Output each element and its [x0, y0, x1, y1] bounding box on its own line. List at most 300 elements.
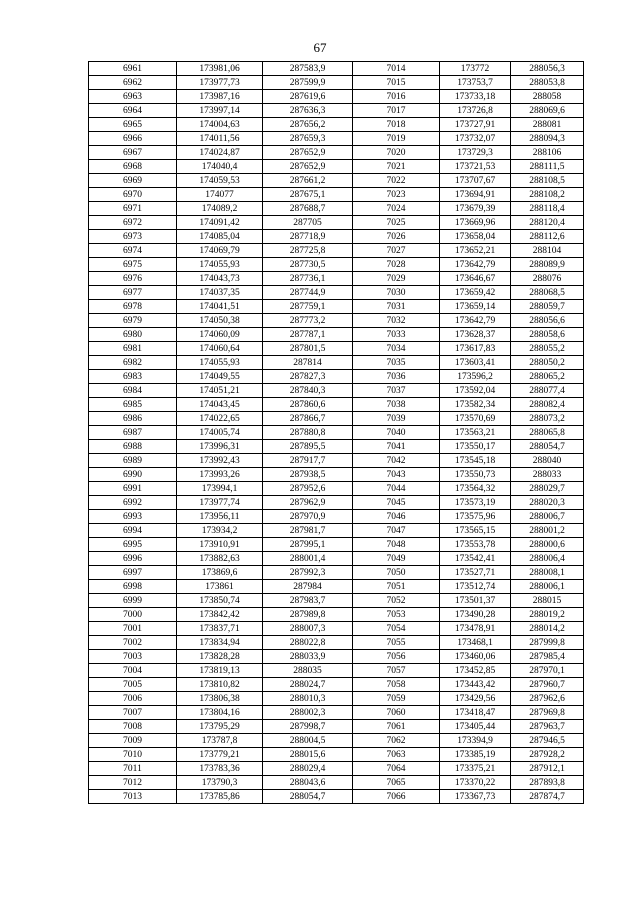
- y-coordinate-cell: 287989,8: [263, 608, 353, 622]
- y-coordinate-cell: 287895,5: [263, 440, 353, 454]
- point-number-cell: 6979: [89, 314, 177, 328]
- x-coordinate-cell: 174024,87: [177, 146, 263, 160]
- x-coordinate-cell: 174040,4: [177, 160, 263, 174]
- point-number-cell: 7054: [353, 622, 440, 636]
- point-number-cell: 7051: [353, 580, 440, 594]
- y-coordinate-cell: 288035: [263, 664, 353, 678]
- point-number-cell: 6991: [89, 482, 177, 496]
- x-coordinate-cell: 173429,56: [440, 692, 511, 706]
- x-coordinate-cell: 173779,21: [177, 748, 263, 762]
- point-number-cell: 6973: [89, 230, 177, 244]
- y-coordinate-cell: 287583,9: [263, 62, 353, 76]
- x-coordinate-cell: 173956,11: [177, 510, 263, 524]
- x-coordinate-cell: 173570,69: [440, 412, 511, 426]
- point-number-cell: 6995: [89, 538, 177, 552]
- table-row: [89, 356, 584, 370]
- x-coordinate-cell: 173370,22: [440, 776, 511, 790]
- point-number-cell: 7008: [89, 720, 177, 734]
- point-number-cell: 7028: [353, 258, 440, 272]
- point-number-cell: 6964: [89, 104, 177, 118]
- y-coordinate-cell: 287730,5: [263, 258, 353, 272]
- point-number-cell: 6999: [89, 594, 177, 608]
- table-row: [89, 314, 584, 328]
- table-row: [89, 160, 584, 174]
- y-coordinate-cell: 287992,3: [263, 566, 353, 580]
- y-coordinate-cell: 288058: [511, 90, 584, 104]
- table-row: [89, 496, 584, 510]
- x-coordinate-cell: 173992,43: [177, 454, 263, 468]
- point-number-cell: 7044: [353, 482, 440, 496]
- point-number-cell: 7047: [353, 524, 440, 538]
- y-coordinate-cell: 288014,2: [511, 622, 584, 636]
- x-coordinate-cell: 173565,15: [440, 524, 511, 538]
- x-coordinate-cell: 173828,28: [177, 650, 263, 664]
- point-number-cell: 7049: [353, 552, 440, 566]
- x-coordinate-cell: 173842,42: [177, 608, 263, 622]
- x-coordinate-cell: 173575,96: [440, 510, 511, 524]
- y-coordinate-cell: 287652,9: [263, 160, 353, 174]
- point-number-cell: 7001: [89, 622, 177, 636]
- point-number-cell: 6983: [89, 370, 177, 384]
- table-row: [89, 174, 584, 188]
- x-coordinate-cell: 173869,6: [177, 566, 263, 580]
- point-number-cell: 6993: [89, 510, 177, 524]
- y-coordinate-cell: 288104: [511, 244, 584, 258]
- y-coordinate-cell: 287952,6: [263, 482, 353, 496]
- x-coordinate-cell: 173721,53: [440, 160, 511, 174]
- y-coordinate-cell: 287981,7: [263, 524, 353, 538]
- table-row: [89, 524, 584, 538]
- point-number-cell: 7048: [353, 538, 440, 552]
- x-coordinate-cell: 173977,74: [177, 496, 263, 510]
- y-coordinate-cell: 288089,9: [511, 258, 584, 272]
- table-row: [89, 482, 584, 496]
- table-row: [89, 76, 584, 90]
- table-row: [89, 720, 584, 734]
- coordinates-table-body: [89, 62, 584, 804]
- x-coordinate-cell: 173977,73: [177, 76, 263, 90]
- table-row: [89, 552, 584, 566]
- point-number-cell: 6969: [89, 174, 177, 188]
- y-coordinate-cell: 288054,7: [263, 790, 353, 804]
- y-coordinate-cell: 288056,6: [511, 314, 584, 328]
- x-coordinate-cell: 173819,13: [177, 664, 263, 678]
- point-number-cell: 6978: [89, 300, 177, 314]
- y-coordinate-cell: 288015: [511, 594, 584, 608]
- x-coordinate-cell: 173603,41: [440, 356, 511, 370]
- x-coordinate-cell: 173375,21: [440, 762, 511, 776]
- x-coordinate-cell: 173772: [440, 62, 511, 76]
- table-row: [89, 398, 584, 412]
- y-coordinate-cell: 287827,3: [263, 370, 353, 384]
- point-number-cell: 6977: [89, 286, 177, 300]
- point-number-cell: 7002: [89, 636, 177, 650]
- point-number-cell: 7032: [353, 314, 440, 328]
- point-number-cell: 6966: [89, 132, 177, 146]
- point-number-cell: 7027: [353, 244, 440, 258]
- x-coordinate-cell: 174004,63: [177, 118, 263, 132]
- point-number-cell: 6970: [89, 188, 177, 202]
- point-number-cell: 6971: [89, 202, 177, 216]
- x-coordinate-cell: 173418,47: [440, 706, 511, 720]
- y-coordinate-cell: 288019,2: [511, 608, 584, 622]
- point-number-cell: 7010: [89, 748, 177, 762]
- y-coordinate-cell: 287725,8: [263, 244, 353, 258]
- y-coordinate-cell: 288108,2: [511, 188, 584, 202]
- x-coordinate-cell: 173987,16: [177, 90, 263, 104]
- y-coordinate-cell: 287866,7: [263, 412, 353, 426]
- y-coordinate-cell: 287773,2: [263, 314, 353, 328]
- y-coordinate-cell: 287675,1: [263, 188, 353, 202]
- point-number-cell: 7014: [353, 62, 440, 76]
- y-coordinate-cell: 287652,9: [263, 146, 353, 160]
- y-coordinate-cell: 287599,9: [263, 76, 353, 90]
- x-coordinate-cell: 173478,91: [440, 622, 511, 636]
- point-number-cell: 7039: [353, 412, 440, 426]
- y-coordinate-cell: 288069,6: [511, 104, 584, 118]
- point-number-cell: 6986: [89, 412, 177, 426]
- y-coordinate-cell: 288010,3: [263, 692, 353, 706]
- y-coordinate-cell: 288065,2: [511, 370, 584, 384]
- y-coordinate-cell: 288081: [511, 118, 584, 132]
- x-coordinate-cell: 173733,18: [440, 90, 511, 104]
- table-row: [89, 426, 584, 440]
- point-number-cell: 6980: [89, 328, 177, 342]
- x-coordinate-cell: 173563,21: [440, 426, 511, 440]
- x-coordinate-cell: 173785,86: [177, 790, 263, 804]
- point-number-cell: 6965: [89, 118, 177, 132]
- table-row: [89, 706, 584, 720]
- y-coordinate-cell: 288053,8: [511, 76, 584, 90]
- point-number-cell: 7029: [353, 272, 440, 286]
- y-coordinate-cell: 288020,3: [511, 496, 584, 510]
- point-number-cell: 7053: [353, 608, 440, 622]
- point-number-cell: 7021: [353, 160, 440, 174]
- x-coordinate-cell: 173679,39: [440, 202, 511, 216]
- y-coordinate-cell: 287917,7: [263, 454, 353, 468]
- point-number-cell: 7037: [353, 384, 440, 398]
- x-coordinate-cell: 174077: [177, 188, 263, 202]
- point-number-cell: 6972: [89, 216, 177, 230]
- point-number-cell: 7034: [353, 342, 440, 356]
- y-coordinate-cell: 287928,2: [511, 748, 584, 762]
- y-coordinate-cell: 288001,2: [511, 524, 584, 538]
- table-row: [89, 636, 584, 650]
- x-coordinate-cell: 173996,31: [177, 440, 263, 454]
- x-coordinate-cell: 173545,18: [440, 454, 511, 468]
- point-number-cell: 7065: [353, 776, 440, 790]
- table-row: [89, 216, 584, 230]
- point-number-cell: 7038: [353, 398, 440, 412]
- x-coordinate-cell: 173443,42: [440, 678, 511, 692]
- point-number-cell: 6994: [89, 524, 177, 538]
- point-number-cell: 7022: [353, 174, 440, 188]
- point-number-cell: 7007: [89, 706, 177, 720]
- x-coordinate-cell: 174043,45: [177, 398, 263, 412]
- y-coordinate-cell: 287985,4: [511, 650, 584, 664]
- x-coordinate-cell: 174089,2: [177, 202, 263, 216]
- point-number-cell: 6985: [89, 398, 177, 412]
- y-coordinate-cell: 287946,5: [511, 734, 584, 748]
- point-number-cell: 6962: [89, 76, 177, 90]
- x-coordinate-cell: 173795,29: [177, 720, 263, 734]
- table-row: [89, 188, 584, 202]
- y-coordinate-cell: 288065,8: [511, 426, 584, 440]
- x-coordinate-cell: 174055,93: [177, 258, 263, 272]
- point-number-cell: 7012: [89, 776, 177, 790]
- point-number-cell: 7035: [353, 356, 440, 370]
- table-row: [89, 468, 584, 482]
- y-coordinate-cell: 288024,7: [263, 678, 353, 692]
- point-number-cell: 6975: [89, 258, 177, 272]
- y-coordinate-cell: 288118,4: [511, 202, 584, 216]
- x-coordinate-cell: 173790,3: [177, 776, 263, 790]
- point-number-cell: 6996: [89, 552, 177, 566]
- x-coordinate-cell: 173646,67: [440, 272, 511, 286]
- x-coordinate-cell: 174050,38: [177, 314, 263, 328]
- table-row: [89, 146, 584, 160]
- point-number-cell: 7009: [89, 734, 177, 748]
- table-row: [89, 790, 584, 804]
- y-coordinate-cell: 287998,7: [263, 720, 353, 734]
- x-coordinate-cell: 173727,91: [440, 118, 511, 132]
- point-number-cell: 7057: [353, 664, 440, 678]
- y-coordinate-cell: 287962,9: [263, 496, 353, 510]
- table-row: [89, 538, 584, 552]
- x-coordinate-cell: 174049,55: [177, 370, 263, 384]
- y-coordinate-cell: 287744,9: [263, 286, 353, 300]
- point-number-cell: 7040: [353, 426, 440, 440]
- point-number-cell: 7062: [353, 734, 440, 748]
- x-coordinate-cell: 173834,94: [177, 636, 263, 650]
- table-row: [89, 62, 584, 76]
- table-row: [89, 412, 584, 426]
- y-coordinate-cell: 288040: [511, 454, 584, 468]
- table-row: [89, 664, 584, 678]
- table-row: [89, 734, 584, 748]
- y-coordinate-cell: 287962,6: [511, 692, 584, 706]
- y-coordinate-cell: 288055,2: [511, 342, 584, 356]
- point-number-cell: 7005: [89, 678, 177, 692]
- table-row: [89, 454, 584, 468]
- table-row: [89, 104, 584, 118]
- x-coordinate-cell: 174060,09: [177, 328, 263, 342]
- x-coordinate-cell: 173542,41: [440, 552, 511, 566]
- point-number-cell: 6961: [89, 62, 177, 76]
- point-number-cell: 6967: [89, 146, 177, 160]
- point-number-cell: 7004: [89, 664, 177, 678]
- point-number-cell: 6990: [89, 468, 177, 482]
- y-coordinate-cell: 288033: [511, 468, 584, 482]
- x-coordinate-cell: 173861: [177, 580, 263, 594]
- page-number: 67: [313, 40, 327, 55]
- x-coordinate-cell: 173726,8: [440, 104, 511, 118]
- x-coordinate-cell: 173837,71: [177, 622, 263, 636]
- point-number-cell: 7003: [89, 650, 177, 664]
- table-row: [89, 286, 584, 300]
- table-row: [89, 762, 584, 776]
- point-number-cell: 7017: [353, 104, 440, 118]
- point-number-cell: 7026: [353, 230, 440, 244]
- table-row: [89, 510, 584, 524]
- y-coordinate-cell: 288043,6: [263, 776, 353, 790]
- table-row: [89, 608, 584, 622]
- x-coordinate-cell: 174060,64: [177, 342, 263, 356]
- y-coordinate-cell: 288006,4: [511, 552, 584, 566]
- point-number-cell: 6984: [89, 384, 177, 398]
- y-coordinate-cell: 288000,6: [511, 538, 584, 552]
- y-coordinate-cell: 287970,9: [263, 510, 353, 524]
- y-coordinate-cell: 287619,6: [263, 90, 353, 104]
- x-coordinate-cell: 173367,73: [440, 790, 511, 804]
- x-coordinate-cell: 173490,28: [440, 608, 511, 622]
- y-coordinate-cell: 287787,1: [263, 328, 353, 342]
- point-number-cell: 7041: [353, 440, 440, 454]
- point-number-cell: 7046: [353, 510, 440, 524]
- table-row: [89, 244, 584, 258]
- x-coordinate-cell: 173753,7: [440, 76, 511, 90]
- table-row: [89, 384, 584, 398]
- x-coordinate-cell: 173550,73: [440, 468, 511, 482]
- x-coordinate-cell: 173501,37: [440, 594, 511, 608]
- point-number-cell: 7061: [353, 720, 440, 734]
- table-row: [89, 370, 584, 384]
- x-coordinate-cell: 174085,04: [177, 230, 263, 244]
- x-coordinate-cell: 174059,53: [177, 174, 263, 188]
- y-coordinate-cell: 287759,1: [263, 300, 353, 314]
- x-coordinate-cell: 173553,78: [440, 538, 511, 552]
- x-coordinate-cell: 173910,91: [177, 538, 263, 552]
- y-coordinate-cell: 288106: [511, 146, 584, 160]
- table-row: [89, 342, 584, 356]
- y-coordinate-cell: 287938,5: [263, 468, 353, 482]
- y-coordinate-cell: 287963,7: [511, 720, 584, 734]
- y-coordinate-cell: 288004,5: [263, 734, 353, 748]
- point-number-cell: 7064: [353, 762, 440, 776]
- x-coordinate-cell: 173804,16: [177, 706, 263, 720]
- point-number-cell: 7058: [353, 678, 440, 692]
- table-row: [89, 230, 584, 244]
- table-row: [89, 328, 584, 342]
- point-number-cell: 7036: [353, 370, 440, 384]
- x-coordinate-cell: 173642,79: [440, 258, 511, 272]
- y-coordinate-cell: 287636,3: [263, 104, 353, 118]
- x-coordinate-cell: 174069,79: [177, 244, 263, 258]
- point-number-cell: 6987: [89, 426, 177, 440]
- table-row: [89, 594, 584, 608]
- x-coordinate-cell: 173669,96: [440, 216, 511, 230]
- y-coordinate-cell: 288082,4: [511, 398, 584, 412]
- point-number-cell: 7050: [353, 566, 440, 580]
- x-coordinate-cell: 173385,19: [440, 748, 511, 762]
- point-number-cell: 7025: [353, 216, 440, 230]
- x-coordinate-cell: 173468,1: [440, 636, 511, 650]
- y-coordinate-cell: 288015,6: [263, 748, 353, 762]
- table-row: [89, 776, 584, 790]
- x-coordinate-cell: 173694,91: [440, 188, 511, 202]
- point-number-cell: 7060: [353, 706, 440, 720]
- y-coordinate-cell: 288056,3: [511, 62, 584, 76]
- y-coordinate-cell: 287656,2: [263, 118, 353, 132]
- y-coordinate-cell: 287801,5: [263, 342, 353, 356]
- x-coordinate-cell: 173596,2: [440, 370, 511, 384]
- x-coordinate-cell: 173573,19: [440, 496, 511, 510]
- table-row: [89, 566, 584, 580]
- point-number-cell: 7045: [353, 496, 440, 510]
- y-coordinate-cell: 287970,1: [511, 664, 584, 678]
- x-coordinate-cell: 173652,21: [440, 244, 511, 258]
- y-coordinate-cell: 288001,4: [263, 552, 353, 566]
- table-row: [89, 202, 584, 216]
- point-number-cell: 6963: [89, 90, 177, 104]
- point-number-cell: 6989: [89, 454, 177, 468]
- x-coordinate-cell: 173981,06: [177, 62, 263, 76]
- point-number-cell: 6968: [89, 160, 177, 174]
- point-number-cell: 7018: [353, 118, 440, 132]
- x-coordinate-cell: 173993,26: [177, 468, 263, 482]
- x-coordinate-cell: 174043,73: [177, 272, 263, 286]
- point-number-cell: 7000: [89, 608, 177, 622]
- x-coordinate-cell: 173550,17: [440, 440, 511, 454]
- y-coordinate-cell: 287718,9: [263, 230, 353, 244]
- y-coordinate-cell: 287659,3: [263, 132, 353, 146]
- point-number-cell: 7023: [353, 188, 440, 202]
- y-coordinate-cell: 288073,2: [511, 412, 584, 426]
- table-row: [89, 678, 584, 692]
- y-coordinate-cell: 287840,3: [263, 384, 353, 398]
- x-coordinate-cell: 173659,42: [440, 286, 511, 300]
- point-number-cell: 7055: [353, 636, 440, 650]
- point-number-cell: 7011: [89, 762, 177, 776]
- table-row: [89, 622, 584, 636]
- table-row: [89, 118, 584, 132]
- y-coordinate-cell: 287661,2: [263, 174, 353, 188]
- y-coordinate-cell: 288094,3: [511, 132, 584, 146]
- y-coordinate-cell: 288022,8: [263, 636, 353, 650]
- y-coordinate-cell: 287995,1: [263, 538, 353, 552]
- y-coordinate-cell: 288006,1: [511, 580, 584, 594]
- y-coordinate-cell: 288058,6: [511, 328, 584, 342]
- x-coordinate-cell: 173617,83: [440, 342, 511, 356]
- x-coordinate-cell: 173628,37: [440, 328, 511, 342]
- x-coordinate-cell: 173405,44: [440, 720, 511, 734]
- table-row: [89, 258, 584, 272]
- y-coordinate-cell: 288033,9: [263, 650, 353, 664]
- y-coordinate-cell: 287984: [263, 580, 353, 594]
- x-coordinate-cell: 173452,85: [440, 664, 511, 678]
- x-coordinate-cell: 173642,79: [440, 314, 511, 328]
- y-coordinate-cell: 288029,4: [263, 762, 353, 776]
- coordinates-table: [88, 61, 584, 804]
- x-coordinate-cell: 174011,56: [177, 132, 263, 146]
- x-coordinate-cell: 173707,67: [440, 174, 511, 188]
- point-number-cell: 7063: [353, 748, 440, 762]
- x-coordinate-cell: 173882,63: [177, 552, 263, 566]
- y-coordinate-cell: 288007,3: [263, 622, 353, 636]
- point-number-cell: 7052: [353, 594, 440, 608]
- y-coordinate-cell: 288059,7: [511, 300, 584, 314]
- point-number-cell: 7066: [353, 790, 440, 804]
- y-coordinate-cell: 287999,8: [511, 636, 584, 650]
- table-row: [89, 132, 584, 146]
- y-coordinate-cell: 288029,7: [511, 482, 584, 496]
- y-coordinate-cell: 287736,1: [263, 272, 353, 286]
- y-coordinate-cell: 287969,8: [511, 706, 584, 720]
- point-number-cell: 6992: [89, 496, 177, 510]
- point-number-cell: 7016: [353, 90, 440, 104]
- point-number-cell: 6981: [89, 342, 177, 356]
- x-coordinate-cell: 174051,21: [177, 384, 263, 398]
